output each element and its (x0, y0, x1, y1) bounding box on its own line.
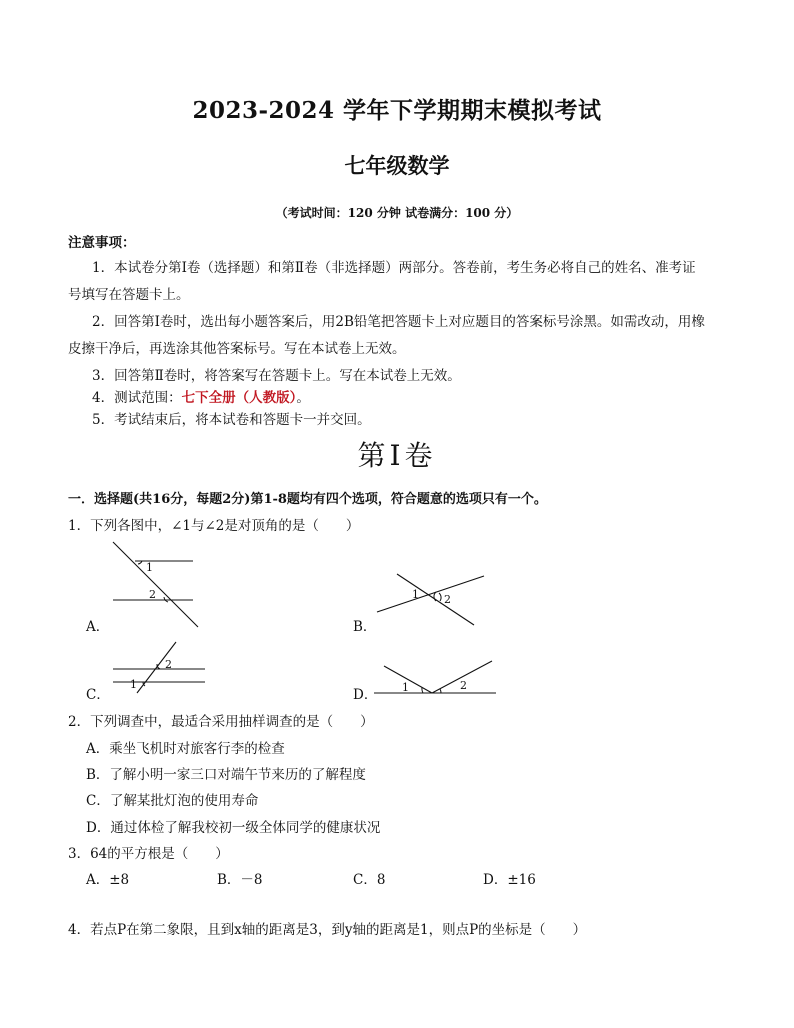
q2-option-b: B．了解小明一家三口对端午节来历的了解程度 (86, 767, 366, 783)
q2-option-c: C．了解某批灯泡的使用寿命 (86, 793, 259, 809)
figure-c (105, 638, 215, 694)
notice-item-1-line-1: 1．本试卷分第Ⅰ卷（选择题）和第Ⅱ卷（非选择题）两部分。答卷前，考生务必将自己的姓名、准考证 (92, 260, 696, 276)
q1-option-b: B． (353, 619, 377, 635)
notice-heading: 注意事项： (68, 235, 136, 251)
exam-title: 2023-2024 学年下学期期末模拟考试 (192, 97, 602, 124)
notice-item-1-line-2: 号填写在答题卡上。 (68, 287, 190, 303)
figure-b-angle-1: 1 (412, 588, 419, 601)
q3-option-c: C．8 (353, 872, 386, 888)
q3-option-d: D．±16 (483, 872, 536, 888)
q1-option-a: A． (86, 619, 110, 635)
notice-item-3: 3．回答第Ⅱ卷时，将答案写在答题卡上。写在本试卷上无效。 (92, 368, 461, 384)
q2-option-a: A．乘坐飞机时对旅客行李的检查 (86, 741, 285, 757)
figure-c-angle-1: 1 (130, 678, 137, 691)
figure-b (372, 566, 490, 632)
volume-heading: 第Ⅰ卷 (357, 439, 437, 472)
q3-option-a: A．±8 (86, 872, 130, 888)
figure-a-angle-2: 2 (149, 588, 156, 601)
figure-d (372, 654, 502, 698)
test-range: 七下全册（人教版） (181, 390, 297, 406)
question-3-stem: 3．64的平方根是（ ） (68, 846, 229, 862)
notice-item-2-line-2: 皮擦干净后，再选涂其他答案标号。写在本试卷上无效。 (68, 341, 406, 357)
q3-option-b: B．－8 (217, 872, 263, 888)
section-heading: 一．选择题(共16分，每题2分)第1-8题均有四个选项，符合题意的选项只有一个。 (68, 492, 547, 507)
question-4-stem: 4．若点P在第二象限，且到x轴的距离是3，到y轴的距离是1，则点P的坐标是（ ） (68, 922, 587, 938)
q1-option-d: D． (353, 687, 378, 703)
figure-c-angle-2: 2 (165, 658, 172, 671)
question-1-stem: 1．下列各图中，∠1与∠2是对顶角的是（ ） (68, 518, 360, 534)
figure-d-angle-2: 2 (460, 679, 467, 692)
figure-d-angle-1: 1 (402, 681, 409, 694)
question-2-stem: 2．下列调查中，最适合采用抽样调查的是（ ） (68, 714, 374, 730)
notice-item-4-suffix: 。 (296, 390, 310, 406)
q2-option-d: D．通过体检了解我校初一级全体同学的健康状况 (86, 820, 381, 836)
figure-a (105, 540, 215, 632)
notice-item-5: 5．考试结束后，将本试卷和答题卡一并交回。 (92, 412, 371, 428)
figure-b-angle-2: 2 (444, 593, 451, 606)
exam-info: （考试时间：120 分钟 试卷满分：100 分） (275, 206, 519, 220)
q1-option-c: C． (86, 687, 110, 703)
notice-item-4-prefix: 4．测试范围： (92, 390, 182, 406)
notice-item-2-line-1: 2．回答第Ⅰ卷时，选出每小题答案后，用2B铅笔把答题卡上对应题目的答案标号涂黑。如需改动，用橡 (92, 314, 705, 330)
figure-a-angle-1: 1 (146, 561, 153, 574)
exam-subtitle: 七年级数学 (344, 153, 450, 178)
